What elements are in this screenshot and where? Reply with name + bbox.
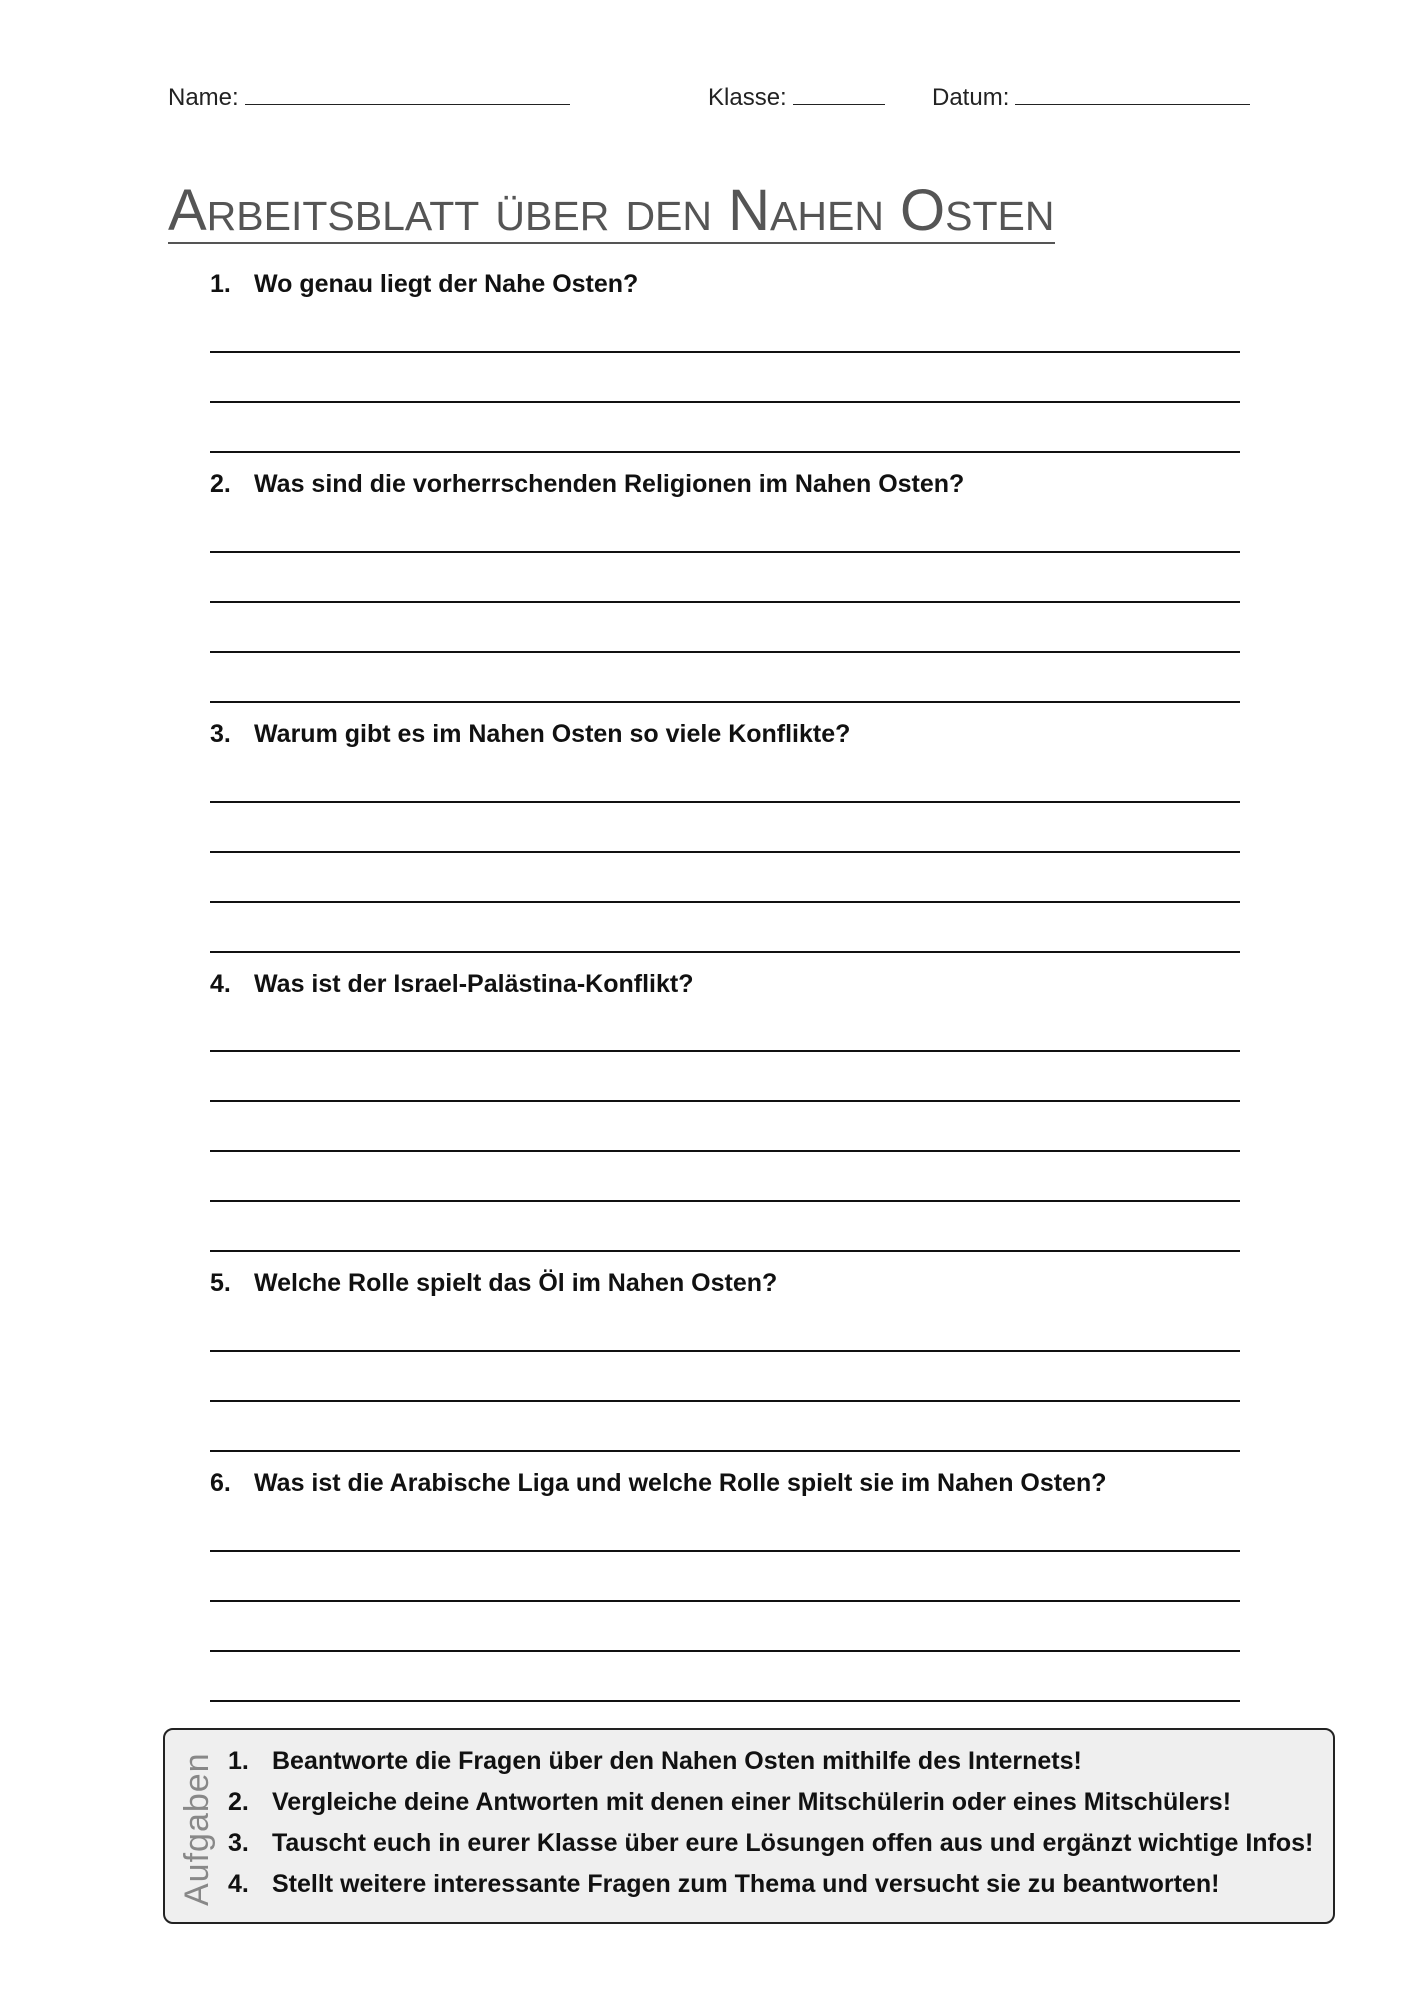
- answer-line[interactable]: [210, 901, 1240, 903]
- answer-line[interactable]: [210, 1150, 1240, 1152]
- question-3: [210, 720, 850, 749]
- task-number: 1.: [228, 1747, 249, 1775]
- task-item-1: [228, 1747, 1082, 1776]
- answer-line[interactable]: [210, 801, 1240, 803]
- answer-line[interactable]: [210, 851, 1240, 853]
- answer-line[interactable]: [210, 601, 1240, 603]
- answer-line[interactable]: [210, 451, 1240, 453]
- question-number: 2.: [210, 470, 231, 498]
- class-blank[interactable]: [793, 84, 885, 105]
- tasks-heading: Aufgaben: [178, 1752, 216, 1906]
- answer-line[interactable]: [210, 1450, 1240, 1452]
- question-6: [210, 1469, 1107, 1498]
- answer-line[interactable]: [210, 651, 1240, 653]
- question-2: [210, 470, 964, 499]
- answer-line[interactable]: [210, 1250, 1240, 1252]
- answer-line[interactable]: [210, 1600, 1240, 1602]
- question-number: 5.: [210, 1269, 231, 1297]
- question-text: Was ist der Israel-Palästina-Konflikt?: [254, 970, 694, 998]
- question-text: Was ist die Arabische Liga und welche Rolle spielt sie im Nahen Osten?: [254, 1469, 1107, 1497]
- task-text: Vergleiche deine Antworten mit denen einer Mitschülerin oder eines Mitschülers!: [272, 1788, 1232, 1816]
- question-1: [210, 270, 638, 299]
- task-number: 3.: [228, 1829, 249, 1857]
- question-5: [210, 1269, 777, 1298]
- answer-line[interactable]: [210, 1100, 1240, 1102]
- question-text: Warum gibt es im Nahen Osten so viele Konflikte?: [254, 720, 851, 748]
- name-field[interactable]: [168, 84, 570, 112]
- answer-line[interactable]: [210, 1200, 1240, 1202]
- question-number: 4.: [210, 970, 231, 998]
- class-field[interactable]: [708, 84, 885, 112]
- answer-line[interactable]: [210, 1050, 1240, 1052]
- date-label: Datum:: [932, 84, 1010, 111]
- task-item-3: [228, 1829, 1313, 1858]
- question-text: Wo genau liegt der Nahe Osten?: [254, 270, 639, 298]
- answer-line[interactable]: [210, 1550, 1240, 1552]
- date-field[interactable]: [932, 84, 1250, 112]
- question-text: Was sind die vorherrschenden Religionen im Nahen Osten?: [254, 470, 965, 498]
- task-text: Beantworte die Fragen über den Nahen Osten mithilfe des Internets!: [272, 1747, 1082, 1775]
- task-item-4: [228, 1870, 1219, 1899]
- class-label: Klasse:: [708, 84, 787, 111]
- answer-line[interactable]: [210, 1400, 1240, 1402]
- question-4: [210, 970, 693, 999]
- question-number: 6.: [210, 1469, 231, 1497]
- answer-line[interactable]: [210, 1650, 1240, 1652]
- task-item-2: [228, 1788, 1231, 1817]
- task-text: Tauscht euch in eurer Klasse über eure Lösungen offen aus und ergänzt wichtige Infos!: [272, 1829, 1314, 1857]
- answer-line[interactable]: [210, 1350, 1240, 1352]
- date-blank[interactable]: [1015, 84, 1250, 105]
- page-title: Arbeitsblatt über den Nahen Osten: [168, 178, 1055, 243]
- answer-line[interactable]: [210, 701, 1240, 703]
- name-blank[interactable]: [245, 84, 570, 105]
- question-text: Welche Rolle spielt das Öl im Nahen Osten?: [254, 1269, 778, 1297]
- answer-line[interactable]: [210, 401, 1240, 403]
- question-number: 3.: [210, 720, 231, 748]
- task-number: 2.: [228, 1788, 249, 1816]
- answer-line[interactable]: [210, 1700, 1240, 1702]
- question-number: 1.: [210, 270, 231, 298]
- answer-line[interactable]: [210, 951, 1240, 953]
- name-label: Name:: [168, 84, 239, 111]
- answer-line[interactable]: [210, 351, 1240, 353]
- task-text: Stellt weitere interessante Fragen zum Thema und versucht sie zu beantworten!: [272, 1870, 1220, 1898]
- task-number: 4.: [228, 1870, 249, 1898]
- answer-line[interactable]: [210, 551, 1240, 553]
